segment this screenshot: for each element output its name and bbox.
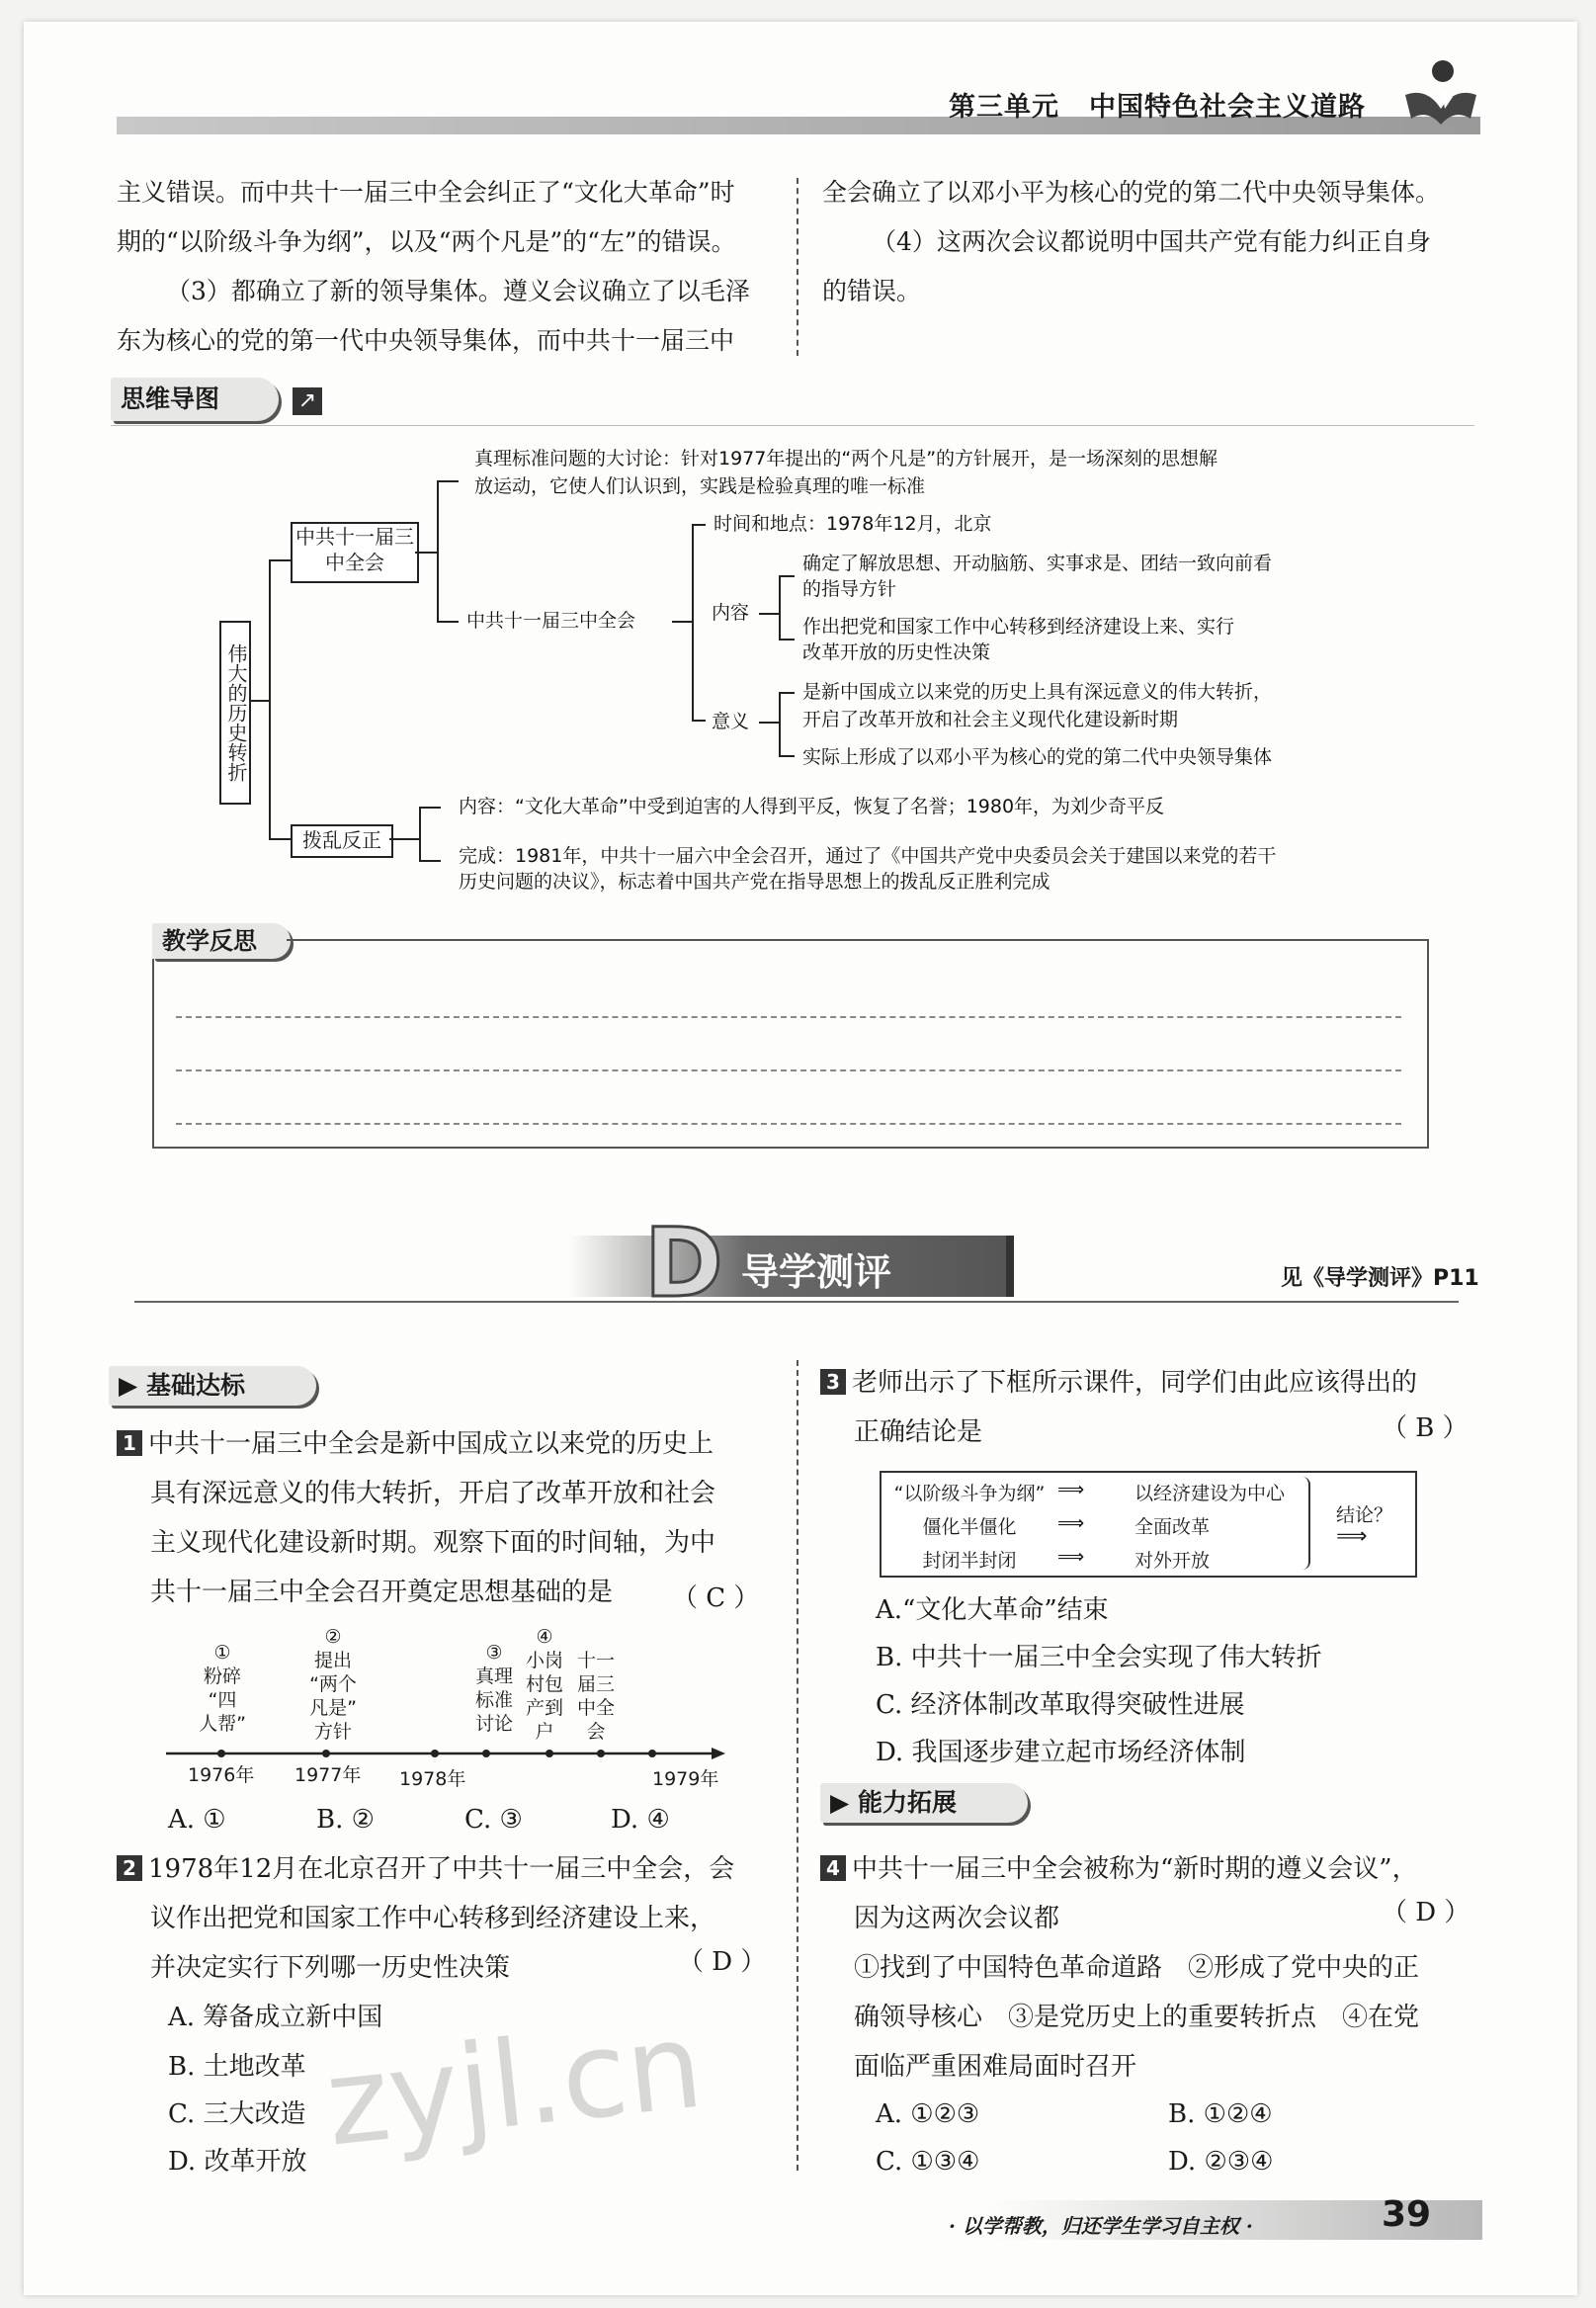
- connector: [759, 722, 779, 724]
- time-place: 时间和地点：1978年12月，北京: [714, 513, 992, 535]
- q1-number: 1: [117, 1430, 142, 1456]
- unit-label: 第三单元: [949, 92, 1059, 123]
- box-old-3: 封闭半封闭: [922, 1550, 1017, 1572]
- header-title: [949, 85, 1366, 124]
- q1-option-c[interactable]: C. ③: [464, 1805, 523, 1835]
- text-line: 全会确立了以邓小平为核心的党的第二代中央领导集体。: [822, 178, 1441, 207]
- connector: [779, 575, 795, 577]
- content-2b: 改革开放的历史性决策: [802, 641, 991, 663]
- boluan-content: 内容：“文化大革命”中受到迫害的人得到平反，恢复了名誉；1980年，为刘少奇平反: [459, 796, 1165, 817]
- tl-text: ①: [213, 1642, 231, 1664]
- q1-text: 主义现代化建设新时期。观察下面的时间轴，为中: [150, 1528, 716, 1558]
- connector: [251, 700, 269, 702]
- box-new-3: 对外开放: [1134, 1550, 1211, 1572]
- connector: [779, 692, 795, 694]
- meaning-label: 意义: [712, 711, 750, 732]
- right-top-text: [822, 168, 1484, 316]
- q4-text: 确领导核心 ③是党历史上的重要转折点 ④在党: [854, 2003, 1420, 2032]
- brace: [1302, 1477, 1310, 1570]
- q4-text: 因为这两次会议都: [854, 1904, 1060, 1933]
- tl-text: 标准: [474, 1689, 513, 1711]
- connector: [759, 613, 779, 615]
- banner-title: 导学测评: [741, 1250, 892, 1294]
- left-top-text: [117, 168, 769, 366]
- q3-line: [820, 1358, 1492, 1408]
- tl-text: 小岗: [525, 1650, 563, 1671]
- q1-line: [117, 1419, 779, 1469]
- q3-option-d[interactable]: D. 我国逐步建立起市场经济体制: [876, 1738, 1246, 1767]
- timeline-event-5: [573, 1649, 619, 1744]
- text-line: 期的“以阶级斗争为纲”，以及“两个凡是”的“左”的错误。: [117, 227, 736, 256]
- q2-option-b[interactable]: B. 土地改革: [168, 2052, 306, 2082]
- connector: [419, 807, 421, 862]
- boluan-done-2: 历史问题的决议》，标志着中国共产党在指导思想上的拨乱反正胜利完成: [459, 871, 1050, 893]
- connector: [779, 755, 795, 757]
- tl-text: 村包: [525, 1673, 563, 1695]
- tl-text: 粉碎: [203, 1666, 241, 1687]
- connector: [779, 692, 781, 757]
- tl-text: 真理: [474, 1666, 513, 1687]
- connector: [692, 720, 706, 722]
- connector: [389, 838, 419, 840]
- q4-text: ①找到了中国特色革命道路 ②形成了党中央的正: [854, 1953, 1420, 1983]
- tl-text: 人帮”: [199, 1713, 246, 1735]
- tl-text: 凡是”: [309, 1697, 357, 1719]
- content-1b: 的指导方针: [802, 578, 897, 600]
- banner-rule: [134, 1301, 1459, 1303]
- question-4: [820, 1844, 1502, 2092]
- ability-tag: [820, 1783, 1028, 1823]
- truth-line-2: 放运动，它使人们认识到，实践是检验真理的唯一标准: [474, 475, 926, 497]
- q2-option-d[interactable]: D. 改革开放: [168, 2147, 307, 2177]
- tl-text: 中全: [576, 1697, 615, 1719]
- q1-text: 具有深远意义的伟大转折，开启了改革开放和社会: [150, 1479, 716, 1508]
- text-line: （3）都确立了新的领导集体。遵义会议确立了以毛泽: [166, 277, 750, 305]
- unit-title: 中国特色社会主义道路: [1089, 92, 1366, 123]
- q4-option-a[interactable]: A. ①②③: [876, 2099, 980, 2129]
- q2-option-a[interactable]: A. 筹备成立新中国: [168, 2003, 383, 2032]
- reflection-tag: 教学反思: [152, 923, 291, 959]
- box-new-1: 以经济建设为中心: [1134, 1483, 1286, 1504]
- content-label: 内容: [712, 602, 750, 624]
- q4-number: 4: [820, 1855, 846, 1881]
- arrow-right-icon: ⟹: [1336, 1524, 1368, 1549]
- box-conclusion: 结论？: [1336, 1504, 1393, 1526]
- tl-text: 方针: [313, 1721, 352, 1743]
- q1-option-a[interactable]: A. ①: [168, 1805, 226, 1835]
- q3-option-a[interactable]: A.“文化大革命”结束: [876, 1595, 1109, 1625]
- tl-text: 讨论: [474, 1713, 513, 1735]
- box-old-2: 僵化半僵化: [922, 1516, 1017, 1538]
- timeline-year: 1977年: [294, 1764, 362, 1786]
- timeline-event-4: [522, 1625, 567, 1744]
- connector: [672, 621, 692, 623]
- reflection-right-rule: [1427, 939, 1429, 1149]
- q4-answer: （ D ）: [1382, 1898, 1470, 1927]
- tl-text: 会: [586, 1721, 606, 1743]
- connector: [419, 860, 441, 862]
- timeline-year: 1976年: [188, 1764, 255, 1786]
- mindmap-root: 伟大的历史转折: [219, 621, 251, 805]
- timeline-event-2: [302, 1625, 364, 1744]
- tl-text: 提出: [313, 1650, 352, 1671]
- banner-letter: D: [644, 1208, 723, 1319]
- connector: [779, 639, 795, 641]
- connector: [269, 559, 271, 838]
- meaning-1b: 开启了改革开放和社会主义现代化建设新时期: [802, 709, 1179, 730]
- connector: [692, 524, 706, 526]
- q4-option-d[interactable]: D. ②③④: [1168, 2147, 1274, 2177]
- q4-text: 面临严重困难局面时召开: [854, 2052, 1137, 2082]
- connector: [419, 807, 441, 809]
- column-divider: [797, 178, 798, 356]
- ability-tag-label: 能力拓展: [857, 1788, 957, 1817]
- text-line: （4）这两次会议都说明中国共产党有能力纠正自身: [872, 227, 1431, 256]
- banner-end: [1006, 1236, 1014, 1297]
- branch-plenum-box: 中共十一届三中全会: [291, 522, 419, 583]
- q3-option-c[interactable]: C. 经济体制改革取得突破性进展: [876, 1690, 1245, 1720]
- connector: [269, 838, 291, 840]
- q3-option-b[interactable]: B. 中共十一届三中全会实现了伟大转折: [876, 1643, 1322, 1672]
- courseware-box: [880, 1471, 1417, 1578]
- footer-slogan: · 以学帮教，归还学生学习自主权 ·: [949, 2214, 1253, 2238]
- tl-text: ②: [324, 1626, 342, 1648]
- q4-option-b[interactable]: B. ①②④: [1168, 2099, 1273, 2129]
- q1-text: 中共十一届三中全会是新中国成立以来党的历史上: [148, 1429, 714, 1459]
- text-line: 的错误。: [822, 277, 922, 305]
- q1-option-b[interactable]: B. ②: [316, 1805, 375, 1835]
- writing-line[interactable]: [176, 1123, 1401, 1125]
- arrow-right-icon: ⟹: [1057, 1512, 1085, 1534]
- writing-line[interactable]: [176, 1069, 1401, 1071]
- tl-text: “四: [208, 1689, 237, 1711]
- q1-option-d[interactable]: D. ④: [611, 1805, 670, 1835]
- tl-text: “两个: [309, 1673, 357, 1695]
- q2-option-c[interactable]: C. 三大改造: [168, 2099, 306, 2129]
- connector: [779, 575, 781, 641]
- timeline-year: 1979年: [652, 1768, 719, 1790]
- basic-tag: [109, 1366, 316, 1406]
- reflection-bottom-rule: [152, 1147, 1429, 1149]
- q1-text: 共十一届三中全会召开奠定思想基础的是: [150, 1578, 614, 1607]
- timeline-year: 1978年: [399, 1768, 466, 1790]
- play-icon: ▶: [830, 1788, 858, 1817]
- arrow-icon: ↗: [293, 387, 322, 415]
- q2-answer: （ D ）: [678, 1947, 767, 1977]
- q3-answer: （ B ）: [1382, 1413, 1469, 1443]
- arrow-right-icon: ⟹: [1057, 1479, 1085, 1500]
- meaning-2: 实际上形成了以邓小平为核心的党的第二代中央领导集体: [802, 746, 1273, 768]
- connector: [437, 480, 459, 482]
- q4-line: [820, 1844, 1502, 1894]
- q3-number: 3: [820, 1369, 846, 1395]
- box-new-2: 全面改革: [1134, 1516, 1211, 1538]
- test-reference: 见《导学测评》P11: [1281, 1266, 1479, 1291]
- q2-number: 2: [117, 1855, 142, 1881]
- q2-text: 并决定实行下列哪一历史性决策: [150, 1953, 511, 1983]
- writing-line[interactable]: [176, 1016, 1401, 1018]
- mindmap-tag: 思维导图: [111, 378, 279, 421]
- basic-tag-label: 基础达标: [145, 1371, 245, 1400]
- play-icon: ▶: [119, 1371, 146, 1400]
- reflection-left-rule: [152, 959, 154, 1147]
- tl-text: ③: [485, 1642, 503, 1664]
- boluan-done-1: 完成：1981年，中共十一届六中全会召开，通过了《中国共产党中央委员会关于建国以来党的若干: [459, 845, 1277, 867]
- q2-text: 1978年12月在北京召开了中共十一届三中全会，会: [148, 1854, 735, 1884]
- connector: [692, 524, 694, 722]
- connector: [415, 552, 437, 554]
- watermark: zyjl.cn: [319, 1997, 710, 2174]
- plenum-label: 中共十一届三中全会: [466, 610, 636, 632]
- meaning-1a: 是新中国成立以来党的历史上具有深远意义的伟大转折，: [802, 681, 1273, 703]
- branch-boluan-box: 拨乱反正: [291, 824, 393, 858]
- q2-text: 议作出把党和国家工作中心转移到经济建设上来，: [150, 1904, 716, 1933]
- q3-text: 正确结论是: [854, 1417, 983, 1447]
- page-number: 39: [1382, 2194, 1432, 2235]
- connector: [437, 480, 439, 623]
- tl-text: 户: [535, 1721, 554, 1743]
- tl-text: 届三: [576, 1673, 615, 1695]
- content-1a: 确定了解放思想、开动脑筋、实事求是、团结一致向前看: [802, 553, 1273, 574]
- tl-text: ④: [536, 1626, 553, 1648]
- q1-answer: （ C ）: [672, 1583, 760, 1613]
- q3-text: 老师出示了下框所示课件，同学们由此应该得出的: [852, 1368, 1418, 1398]
- timeline-event-1: [196, 1641, 249, 1736]
- text-line: 东为核心的党的第一代中央领导集体，而中共十一届三中: [117, 326, 735, 355]
- text-line: 主义错误。而中共十一届三中全会纠正了“文化大革命”时: [117, 178, 735, 207]
- q2-line: [117, 1844, 789, 1894]
- q4-option-c[interactable]: C. ①③④: [876, 2147, 980, 2177]
- tl-text: 十一: [576, 1650, 615, 1671]
- timeline-event-3: [468, 1641, 520, 1736]
- box-old-1: “以阶级斗争为纲”: [893, 1483, 1046, 1504]
- q4-text: 中共十一届三中全会被称为“新时期的遵义会议”，: [852, 1854, 1418, 1884]
- content-2a: 作出把党和国家工作中心转移到经济建设上来、实行: [802, 616, 1235, 638]
- book-logo-icon: [1401, 57, 1478, 128]
- mindmap-rule: [111, 425, 1474, 426]
- truth-line-1: 真理标准问题的大讨论：针对1977年提出的“两个凡是”的方针展开，是一场深刻的思想解: [474, 448, 1218, 470]
- arrow-right-icon: ⟹: [1057, 1546, 1085, 1568]
- connector: [437, 621, 459, 623]
- reflection-top-rule: [287, 939, 1429, 941]
- column-divider: [797, 1360, 798, 2171]
- connector: [269, 559, 291, 561]
- tl-text: 产到: [525, 1697, 563, 1719]
